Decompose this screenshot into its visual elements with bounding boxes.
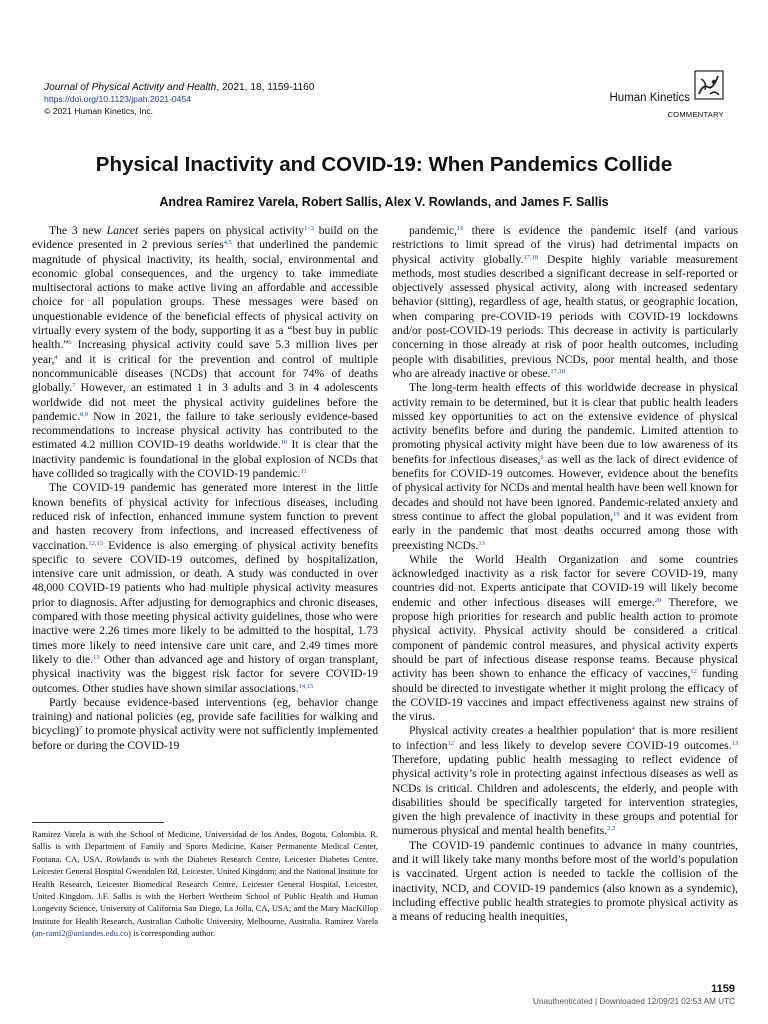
citation-reference-link[interactable]: 2,3: [607, 825, 616, 833]
citation-reference-link[interactable]: 8,9: [79, 410, 89, 418]
paragraph-text: and it is critical for the prevention and control of multiple noncommunicable diseases (NCDs) that account for 74% of deaths globally.: [32, 352, 378, 395]
affiliations-text-end: ) is corresponding author.: [128, 928, 215, 939]
paragraph-text: The COVID-19 pandemic continues to advance in many countries, and it will likely take many months before most of the world’s population is vaccinated. Urgent action is needed to tackle the collision of the inactivity, NCD, and COVID-19 pandemics (also known as a syndemic), including effective public health strategies to promote physical activity as a means of reducing health inequities,: [392, 838, 738, 924]
paragraph-text: Despite highly variable measurement methods, most studies described a significant decrease in self-reported or objectively assessed physical activity, along with increased sedentary behavior (sitting), regardless of age, health status, or geographic location, when comparing pre-COVID-19 periods with COVID-19 lockdowns and/or post-COVID-19 periods. This decrease in activity is particularly concerning in those already at risk of poor health outcomes, including people with disabilities, previous NCDs, poor mental health, and those who are already inactive or obese.: [392, 252, 738, 380]
paragraph-text: Now in 2021, the failure to take seriously evidence-based recommendations to increase physical activity has contributed to the estimated 4.2 million COVID-19 deaths worldwide.: [32, 409, 378, 452]
citation-reference-link[interactable]: 16: [456, 225, 464, 232]
body-paragraph: [392, 381, 738, 553]
section-label: COMMENTARY: [667, 110, 724, 119]
citation-reference-link[interactable]: 20: [654, 596, 662, 604]
citation-reference-link[interactable]: 10: [280, 439, 288, 447]
citation-reference-link[interactable]: 13: [478, 539, 485, 547]
italic-text: Lancet: [106, 224, 139, 237]
paragraph-text: pandemic,: [409, 224, 457, 237]
citation-reference-link[interactable]: 13: [93, 653, 100, 661]
corresponding-email-link[interactable]: an-rami2@uniandes.edu.co: [34, 928, 129, 939]
download-notice: Unauthenticated | Downloaded 12/09/21 02:53 AM UTC: [533, 997, 735, 1006]
body-paragraph: [392, 553, 738, 725]
paragraph-text: there is evidence the pandemic itself (and various restrictions to limit spread of the virus) had detrimental impacts on physical activity globally.: [392, 224, 738, 266]
publisher-name: Human Kinetics: [609, 92, 690, 104]
citation-reference-link[interactable]: 12,13: [88, 539, 103, 547]
human-kinetics-logo-icon: [694, 70, 724, 100]
citation-reference-link[interactable]: 6: [540, 453, 544, 461]
body-column-left: [32, 224, 378, 753]
citation-reference-link[interactable]: 7: [72, 382, 76, 390]
page-number: 1159: [711, 983, 735, 995]
author-affiliations-footnote: [32, 828, 378, 940]
affiliations-text: Ramirez Varela is with the School of Medicine, Universidad de los Andes, Bogota, Colombia. R. Sallis is with Department of Family and Sports Medicine, Kaiser Permanente Medical Center, Fontana, CA, USA. Rowlands is with the Diabetes Research Centre, Leicester Diabetes Centre, Leicester General Hospital Gwendolen Rd, Leicester, United Kingdom; and the National Institute for Health Research, Leicester Biomedical Research Centre, Leicester General Hospital, Leicester, United Kingdom. J.F. Sallis is with the Herbert Wertheim School of Public Health and Human Longevity Science, University of California San Diego, La Jolla, CA, USA; and the Mary MacKillop Institute for Health Research, Australian Catholic University, Melbourne, Australia. Ramirez Varela (: [32, 829, 378, 939]
doi-link[interactable]: https://doi.org/10.1123/jpah.2021-0454: [44, 94, 192, 104]
citation-reference-link[interactable]: 6: [68, 339, 72, 347]
paragraph-text: that is more resilient to infection: [392, 724, 738, 752]
body-paragraph: [392, 724, 738, 838]
citation-reference-link[interactable]: 17,18: [523, 253, 539, 261]
paragraph-text: Other than advanced age and history of organ transplant, physical inactivity was the biggest risk factor for severe COVID-19 outcomes. Other studies have shown similar associations.: [32, 652, 379, 695]
article-title: Physical Inactivity and COVID-19: When Pandemics Collide: [95, 153, 673, 176]
paragraph-text: build on the evidence presented in 2 previous series: [32, 224, 378, 252]
paragraph-text: Increasing physical activity could save 5.3 million lives per year,: [32, 338, 378, 366]
paragraph-text: It is clear that the inactivity pandemic is foundational in the global explosion of NCDs that have collided so tragically with the COVID-19 pandemic.: [32, 438, 378, 481]
paragraph-text: as well as the lack of direct evidence of benefits for COVID-19 outcomes. However, evidence about the benefits of physical activity for NCDs and mental health have been well known for decades and should not have been ignored. Pandemic-related anxiety and stress continue to affect the global population,: [392, 452, 738, 523]
paragraph-text: Physical activity creates a healthier population: [409, 724, 632, 738]
paragraph-text: funding should be directed to investigate whether it might prolong the efficacy of the COVID-19 vaccines and impact effectiveness against new strains of the virus.: [392, 667, 738, 724]
journal-citation: [44, 82, 315, 93]
citation-reference-link[interactable]: 4,5: [223, 239, 232, 247]
citation-reference-link[interactable]: 17,18: [550, 367, 565, 375]
citation-reference-link[interactable]: 7: [79, 725, 83, 733]
body-paragraph: [32, 224, 378, 481]
citation-reference-link[interactable]: 11: [300, 468, 307, 476]
journal-name: Journal of Physical Activity and Health: [44, 82, 217, 93]
body-paragraph: [392, 839, 738, 925]
footnote-divider: [32, 822, 164, 823]
paragraph-text: However, an estimated 1 in 3 adults and 3 in 4 adolescents worldwide did not meet the physical activity guidelines before the pandemic.: [32, 381, 378, 423]
paragraph-text: The long-term health effects of this worldwide decrease in physical activity remain to be determined, but it is clear that public health leaders missed key opportunities to act on the extensive evidence of physical activity benefits before and during the pandemic. Limited attention to promoting physical activity might have been due to low awareness of its benefits for infectious diseases,: [392, 381, 738, 466]
citation-reference-link[interactable]: 4: [54, 353, 58, 361]
paragraph-text: The 3 new: [49, 224, 107, 237]
paragraph-text: and it was evident from early in the pandemic that most deaths occurred among those with preexisting NCDs.: [392, 509, 738, 552]
citation-reference-link[interactable]: 13: [731, 739, 739, 747]
citation-reference-link[interactable]: 14,15: [298, 682, 314, 690]
body-paragraph: [32, 481, 378, 695]
citation-reference-link[interactable]: 12: [690, 668, 697, 676]
citation-reference-link[interactable]: 4: [631, 725, 635, 733]
body-paragraph: [392, 224, 738, 381]
journal-volume-pages: , 2021, 18, 1159-1160: [216, 82, 315, 93]
paragraph-text: Evidence is also emerging of physical activity benefits specific to severe COVID-19 outcomes, defined by hospitalization, intensive care unit admission, or death. A study was conducted in over 48,000 COVID-19 patients who had multiple physical activity measures prior to diagnosis. After adjusting for demographics and chronic diseases, compared with those meeting physical activity guidelines, those who were inactive were 2.26 times more likely to be admitted to the hospital, 1.73 times more likely to need intensive care unit care, and 2.49 times more likely to die.: [32, 538, 378, 666]
paragraph-text: Therefore, we propose high priorities for research and public health action to promote physical activity. Physical activity should be considered a critical component of pandemic control measures, and physical activity experts should be part of infectious disease response teams. Because physical activity has been shown to enhance the efficacy of vaccines,: [392, 595, 739, 681]
paragraph-text: and less likely to develop severe COVID-19 outcomes.: [454, 738, 732, 752]
paragraph-text: series papers on physical activity: [138, 224, 305, 237]
paragraph-text: to promote physical activity were not sufficiently implemented before or during the COVID-19: [32, 724, 378, 752]
article-authors: Andrea Ramirez Varela, Robert Sallis, Alex V. Rowlands, and James F. Sallis: [159, 195, 609, 209]
body-paragraph: [32, 696, 378, 753]
paragraph-text: that underlined the pandemic magnitude of physical inactivity, its health, social, environmental and economic global consequences, and the urgency to take immediate multisectoral actions to make active living an affordable and accessible choice for all population groups. These messages were based on unquestionable evidence of the beneficial effects of physical activity on virtually every system of the body, supporting it as a “best buy in public health.”: [32, 238, 379, 352]
article-header: [44, 82, 724, 122]
citation-reference-link[interactable]: 19: [613, 510, 620, 518]
body-column-right: [392, 224, 738, 925]
paragraph-text: The COVID-19 pandemic has generated more interest in the little known benefits of physical activity for infectious diseases, including reduced risk of infection, enhanced immune system function to prevent and hasten recovery from infections, and increased effectiveness of vaccination.: [32, 481, 378, 552]
paragraph-text: Therefore, updating public health messaging to reflect evidence of physical activity’s role in protecting against infectious diseases as well as NCDs is critical. Children and adolescents, the elderly, and people with disabilities should be specifically targeted for intervention strategies, given the high prevalence of inactivity in these groups and potential for numerous physical and mental health benefits.: [392, 752, 738, 838]
paragraph-text: Partly because evidence-based interventions (eg, behavior change training) and national policies (eg, provide safe facilities for walking and bicycling): [32, 695, 378, 738]
citation-reference-link[interactable]: 1–3: [304, 225, 314, 232]
citation-reference-link[interactable]: 12: [447, 739, 454, 747]
copyright-notice: © 2021 Human Kinetics, Inc.: [44, 106, 154, 116]
paragraph-text: While the World Health Organization and some countries acknowledged inactivity as a risk factor for severe COVID-19, many countries did not. Experts anticipate that COVID-19 will likely become endemic and other infectious diseases will emerge.: [392, 552, 738, 609]
